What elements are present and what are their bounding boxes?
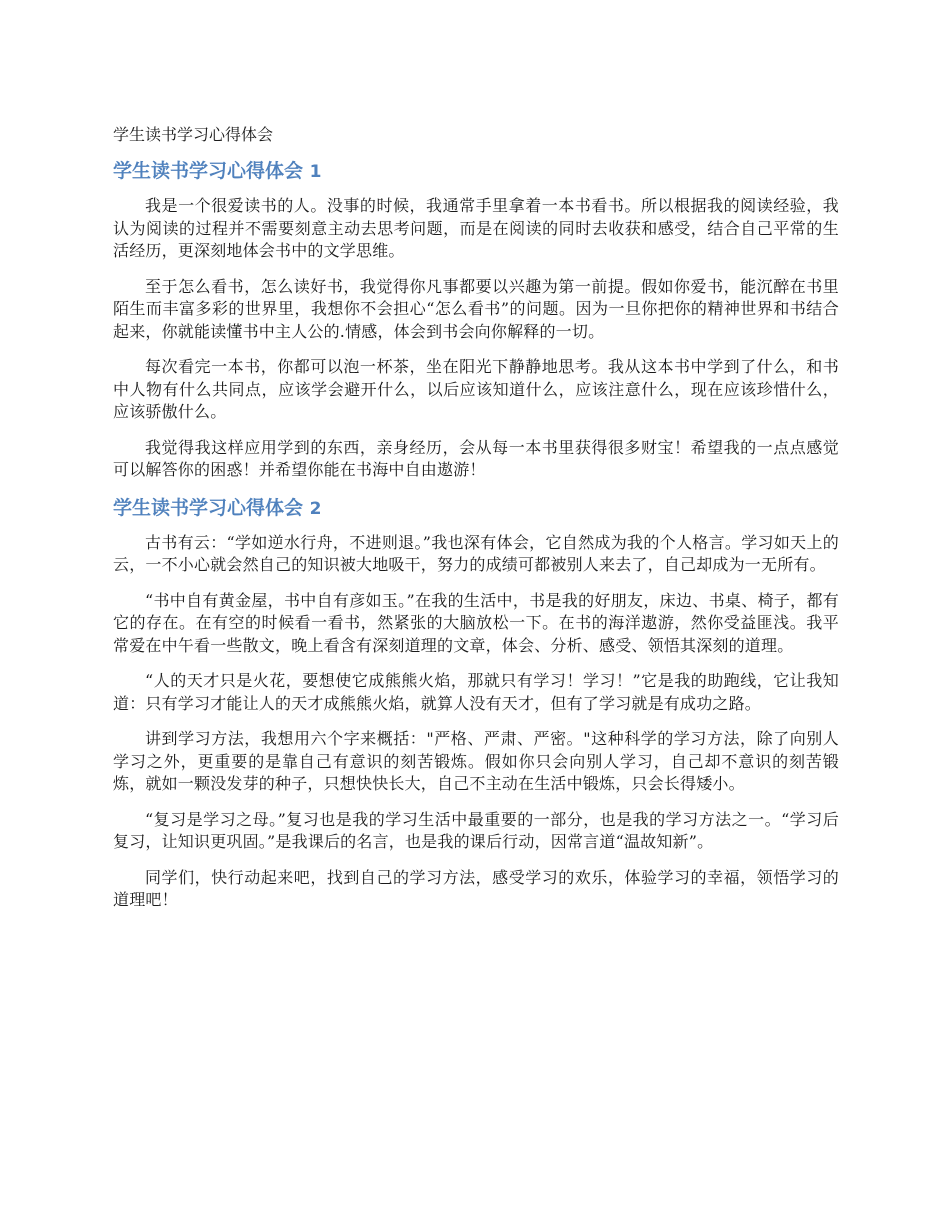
section-heading-number: 1 <box>309 162 322 182</box>
paragraph: “复习是学习之母。”复习也是我的学习生活中最重要的一部分，也是我的学习方法之一。“学习后复习，让知识更巩固。”是我课后的名言，也是我的课后行动，因常言道“温故知新”。 <box>113 809 839 851</box>
section-heading-text: 学生读书学习心得体会 <box>113 496 304 519</box>
paragraph: “人的天才只是火花，要想使它成熊熊火焰，那就只有学习！学习！”它是我的助跑线，它让我知道：只有学习才能让人的天才成熊熊火焰，就算人没有天才，但有了学习就是有成功之路。 <box>113 671 839 713</box>
document-title: 学生读书学习心得体会 <box>113 125 274 144</box>
paragraph: 每次看完一本书，你都可以泡一杯茶，坐在阳光下静静地思考。我从这本书中学到了什么，和书中人物有什么共同点，应该学会避开什么，以后应该知道什么，应该注意什么，现在应该珍惜什么，应该骄傲什么。 <box>113 357 839 421</box>
paragraph: “书中自有黄金屋，书中自有彦如玉。”在我的生活中，书是我的好朋友，床边、书桌、椅子，都有它的存在。在有空的时候看一看书，然紧张的大脑放松一下。在书的海洋遨游，然你受益匪浅。我平常爱在中午看一些散文，晚上看含有深刻道理的文章，体会、分析、感受、领悟其深刻的道理。 <box>113 590 839 655</box>
section-2 <box>113 495 839 912</box>
paragraph: 至于怎么看书，怎么读好书，我觉得你凡事都要以兴趣为第一前提。假如你爱书，能沉醉在书里陌生而丰富多彩的世界里，我想你不会担心“怎么看书”的问题。因为一旦你把你的精神世界和书结合起来，你就能读懂书中主人公的.情感，体会到书会向你解释的一切。 <box>113 276 839 341</box>
section-heading-1 <box>113 158 839 185</box>
section-heading-2 <box>113 495 839 522</box>
section-1 <box>113 158 839 482</box>
paragraph: 讲到学习方法，我想用六个字来概括："严格、严肃、严密。"这种科学的学习方法，除了向别人学习之外，更重要的是靠自己有意识的刻苦锻炼。假如你只会向别人学习，自己却不意识的刻苦锻炼，就如一颗没发芽的种子，只想快快长大，自己不主动在生活中锻炼，只会长得矮小。 <box>113 729 839 793</box>
section-heading-text: 学生读书学习心得体会 <box>113 160 304 182</box>
section-heading-number: 2 <box>309 498 322 519</box>
paragraph: 同学们，快行动起来吧，找到自己的学习方法，感受学习的欢乐，体验学习的幸福，领悟学习的道理吧！ <box>113 867 839 909</box>
document-page <box>113 124 839 925</box>
paragraph: 我觉得我这样应用学到的东西，亲身经历，会从每一本书里获得很多财宝！希望我的一点点感觉可以解答你的困惑！并希望你能在书海中自由遨游！ <box>113 437 839 479</box>
paragraph: 古书有云：“学如逆水行舟，不进则退。”我也深有体会，它自然成为我的个人格言。学习如天上的云，一不小心就会然自己的知识被大地吸干，努力的成绩可都被别人来去了，自己却成为一无所有。 <box>113 532 839 574</box>
paragraph: 我是一个很爱读书的人。没事的时候，我通常手里拿着一本书看书。所以根据我的阅读经验，我认为阅读的过程并不需要刻意主动去思考问题，而是在阅读的同时去收获和感受，结合自己平常的生活经历，更深刻地体会书中的文学思维。 <box>113 196 839 260</box>
